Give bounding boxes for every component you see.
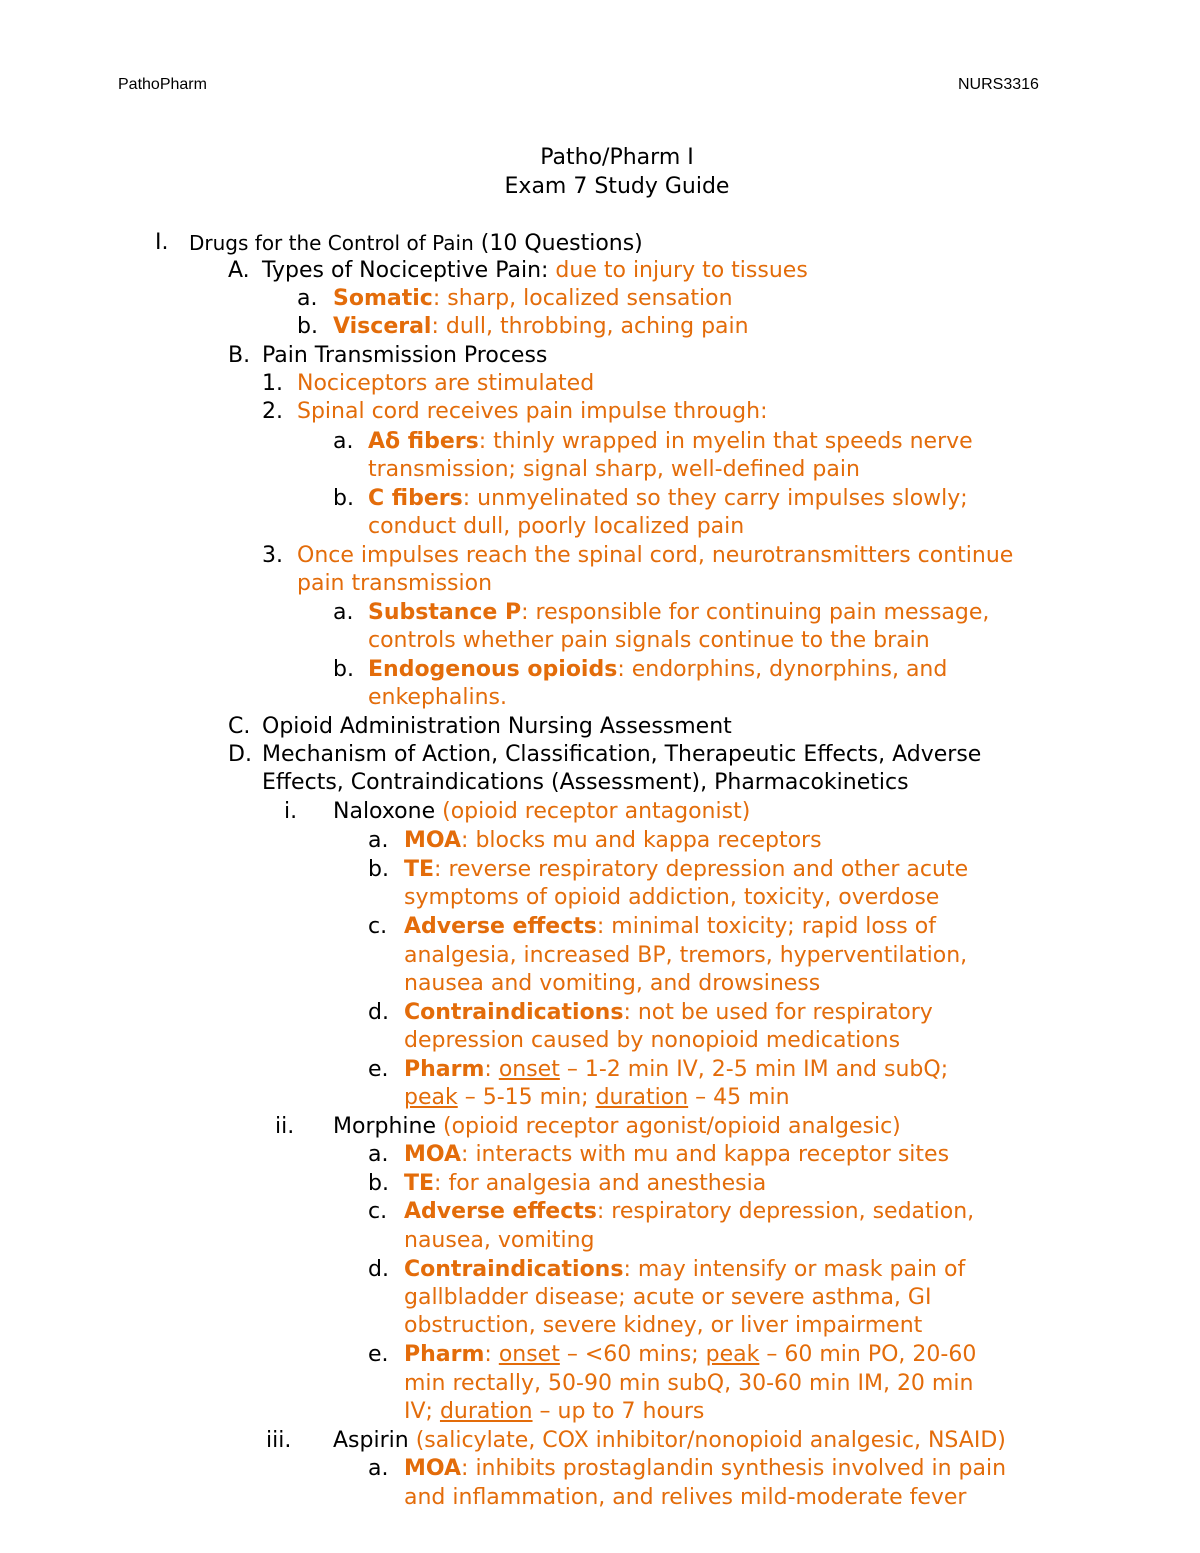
drug-i-marker: i. bbox=[284, 799, 298, 824]
morphine-name: Morphine bbox=[333, 1114, 436, 1139]
b-3-b-line1: Endogenous opioids: endorphins, dynorphins, and bbox=[368, 657, 948, 682]
mor-a-line: MOA: interacts with mu and kappa receptor sites bbox=[404, 1142, 950, 1167]
substance-p-desc: responsible for continuing pain message, bbox=[535, 600, 990, 625]
mor-b-line: TE: for analgesia and anesthesia bbox=[404, 1171, 767, 1196]
drug-iii-marker: iii. bbox=[266, 1428, 292, 1453]
cfibers-term: C fibers bbox=[368, 486, 463, 511]
asp-a-line1: MOA: inhibits prostaglandin synthesis involved in pain bbox=[404, 1456, 1007, 1481]
nal-peak-label: peak bbox=[404, 1085, 458, 1110]
b-3-b-line2: enkephalins. bbox=[368, 685, 507, 710]
mor-e-line2: min rectally, 50-90 min subQ, 30-60 min IM, 20 min bbox=[404, 1371, 974, 1396]
mor-te-text: for analgesia and anesthesia bbox=[448, 1171, 767, 1196]
b-1-text: Nociceptors are stimulated bbox=[297, 371, 595, 396]
adelta-desc: thinly wrapped in myelin that speeds nerve bbox=[493, 429, 973, 454]
aspirin-name: Aspirin bbox=[333, 1428, 409, 1453]
nal-ci-text: not be used for respiratory bbox=[637, 1000, 933, 1025]
mor-moa-term: MOA bbox=[404, 1142, 462, 1167]
somatic-desc: sharp, localized sensation bbox=[447, 286, 733, 311]
section-i-line bbox=[189, 229, 643, 258]
nal-a-marker: a. bbox=[368, 828, 389, 853]
asp-a-line2: and inflammation, and relives mild-moderate fever bbox=[404, 1485, 967, 1510]
nal-duration-val: – 45 min bbox=[695, 1085, 790, 1110]
asp-a-marker: a. bbox=[368, 1456, 389, 1481]
substance-p-term: Substance P bbox=[368, 600, 522, 625]
section-i-marker: I. bbox=[155, 230, 169, 255]
doc-title: Patho/Pharm I bbox=[540, 145, 694, 170]
mor-ae-term: Adverse effects bbox=[404, 1199, 597, 1224]
page-header-left: PathoPharm bbox=[118, 76, 207, 93]
b-2-a-line2: transmission; signal sharp, well-defined pain bbox=[368, 457, 860, 482]
b-1-marker: 1. bbox=[262, 371, 283, 396]
drug-i-line bbox=[333, 798, 750, 826]
nal-ci-term: Contraindications bbox=[404, 1000, 624, 1025]
drug-ii-line bbox=[333, 1113, 901, 1141]
section-i-count: (10 Questions) bbox=[480, 231, 643, 256]
section-b-label: Pain Transmission Process bbox=[262, 343, 548, 368]
naloxone-class: (opioid receptor antagonist) bbox=[442, 799, 751, 824]
mor-onset-val: – <60 mins; bbox=[566, 1342, 699, 1367]
mor-d-line1: Contraindications: may intensify or mask pain of bbox=[404, 1257, 966, 1282]
morphine-class: (opioid receptor agonist/opioid analgesic) bbox=[443, 1114, 901, 1139]
doc-subtitle: Exam 7 Study Guide bbox=[504, 174, 730, 199]
visceral-term: Visceral bbox=[333, 314, 432, 339]
mor-peak-label: peak bbox=[705, 1342, 760, 1367]
section-d-line2: Effects, Contraindications (Assessment), Pharmacokinetics bbox=[262, 770, 909, 795]
nal-d-line2: depression caused by nonopioid medications bbox=[404, 1028, 901, 1053]
b-2-b-line2: conduct dull, poorly localized pain bbox=[368, 514, 745, 539]
b-2-b-marker: b. bbox=[333, 486, 354, 511]
nal-pharm-term: Pharm bbox=[404, 1057, 485, 1082]
nal-a-line: MOA: blocks mu and kappa receptors bbox=[404, 828, 822, 853]
mor-e-marker: e. bbox=[368, 1342, 389, 1367]
b-3-line2: pain transmission bbox=[297, 571, 493, 596]
mor-pharm-term: Pharm bbox=[404, 1342, 485, 1367]
nal-b-line1: TE: reverse respiratory depression and other acute bbox=[404, 857, 969, 882]
section-c-text: Opioid Administration Nursing Assessment bbox=[262, 714, 732, 739]
nal-duration-label: duration bbox=[595, 1085, 689, 1110]
nal-c-line3: nausea and vomiting, and drowsiness bbox=[404, 971, 821, 996]
aspirin-class: (salicylate, COX inhibitor/nonopioid analgesic, NSAID) bbox=[415, 1428, 1006, 1453]
cfibers-desc: unmyelinated so they carry impulses slowly; bbox=[477, 486, 968, 511]
nal-c-marker: c. bbox=[368, 914, 388, 939]
section-d-line1: Mechanism of Action, Classification, Therapeutic Effects, Adverse bbox=[262, 742, 982, 767]
mor-d-line3: obstruction, severe kidney, or liver impairment bbox=[404, 1313, 923, 1338]
naloxone-name: Naloxone bbox=[333, 799, 436, 824]
b-2-text: Spinal cord receives pain impulse through: bbox=[297, 399, 768, 424]
nal-e-marker: e. bbox=[368, 1057, 389, 1082]
b-3-a-line2: controls whether pain signals continue to the brain bbox=[368, 628, 930, 653]
nal-b-line2: symptoms of opioid addiction, toxicity, overdose bbox=[404, 885, 940, 910]
somatic-term: Somatic bbox=[333, 286, 433, 311]
endogenous-desc: endorphins, dynorphins, and bbox=[631, 657, 948, 682]
nal-c-line1: Adverse effects: minimal toxicity; rapid loss of bbox=[404, 914, 936, 939]
section-a-desc: due to injury to tissues bbox=[555, 258, 808, 283]
adelta-term: Aδ fibers bbox=[368, 429, 479, 454]
b-3-line1: Once impulses reach the spinal cord, neurotransmitters continue bbox=[297, 543, 1014, 568]
section-a-line: Types of Nociceptive Pain: due to injury to tissues bbox=[262, 258, 808, 283]
mor-e-line1: Pharm: onset – <60 mins; peak – 60 min PO, 20-60 bbox=[404, 1342, 977, 1367]
nal-e-line1: Pharm: onset – 1-2 min IV, 2-5 min IM and subQ; bbox=[404, 1057, 949, 1082]
nal-te-text: reverse respiratory depression and other acute bbox=[448, 857, 969, 882]
mor-duration-label: duration bbox=[439, 1399, 533, 1424]
mor-ae-text: respiratory depression, sedation, bbox=[611, 1199, 975, 1224]
nal-ae-term: Adverse effects bbox=[404, 914, 597, 939]
b-3-marker: 3. bbox=[262, 543, 283, 568]
b-3-b-marker: b. bbox=[333, 657, 354, 682]
nal-moa-text: blocks mu and kappa receptors bbox=[475, 828, 822, 853]
mor-ci-term: Contraindications bbox=[404, 1257, 624, 1282]
nal-peak-val: – 5-15 min; bbox=[464, 1085, 589, 1110]
mor-c-line2: nausea, vomiting bbox=[404, 1228, 595, 1253]
drug-ii-marker: ii. bbox=[275, 1114, 295, 1139]
mor-iv-text: IV; bbox=[404, 1399, 433, 1424]
a-a-line: Somatic: sharp, localized sensation bbox=[333, 286, 733, 311]
section-b-marker: B. bbox=[228, 343, 251, 368]
nal-onset-val: – 1-2 min IV, 2-5 min IM and subQ; bbox=[566, 1057, 949, 1082]
section-a-label: Types of Nociceptive Pain bbox=[262, 258, 542, 283]
a-a-marker: a. bbox=[297, 286, 318, 311]
mor-d-marker: d. bbox=[368, 1257, 389, 1282]
mor-peak-val: – 60 min PO, 20-60 bbox=[766, 1342, 977, 1367]
nal-d-line1: Contraindications: not be used for respiratory bbox=[404, 1000, 933, 1025]
mor-b-marker: b. bbox=[368, 1171, 389, 1196]
b-2-marker: 2. bbox=[262, 399, 283, 424]
visceral-desc: dull, throbbing, aching pain bbox=[445, 314, 749, 339]
a-b-marker: b. bbox=[297, 314, 318, 339]
mor-c-marker: c. bbox=[368, 1199, 388, 1224]
mor-duration-val: – up to 7 hours bbox=[539, 1399, 705, 1424]
nal-te-term: TE bbox=[404, 857, 435, 882]
b-2-b-line1: C fibers: unmyelinated so they carry impulses slowly; bbox=[368, 486, 968, 511]
drug-iii-line bbox=[333, 1427, 1006, 1455]
mor-te-term: TE bbox=[404, 1171, 435, 1196]
nal-c-line2: analgesia, increased BP, tremors, hyperventilation, bbox=[404, 943, 968, 968]
mor-d-line2: gallbladder disease; acute or severe asthma, GI bbox=[404, 1285, 932, 1310]
mor-c-line1: Adverse effects: respiratory depression, sedation, bbox=[404, 1199, 975, 1224]
mor-e-line3 bbox=[404, 1398, 704, 1426]
mor-ci-text: may intensify or mask pain of bbox=[637, 1257, 966, 1282]
b-2-a-marker: a. bbox=[333, 429, 354, 454]
nal-ae-text: minimal toxicity; rapid loss of bbox=[611, 914, 936, 939]
section-c-marker: C. bbox=[228, 714, 251, 739]
nal-moa-term: MOA bbox=[404, 828, 462, 853]
nal-b-marker: b. bbox=[368, 857, 389, 882]
nal-d-marker: d. bbox=[368, 1000, 389, 1025]
b-3-a-line1: Substance P: responsible for continuing pain message, bbox=[368, 600, 990, 625]
asp-moa-term: MOA bbox=[404, 1456, 462, 1481]
nal-e-line2 bbox=[404, 1084, 790, 1112]
nal-onset-label: onset bbox=[498, 1057, 560, 1082]
b-2-a-line1: Aδ fibers: thinly wrapped in myelin that speeds nerve bbox=[368, 429, 973, 454]
a-b-line: Visceral: dull, throbbing, aching pain bbox=[333, 314, 749, 339]
page-header-right: NURS3316 bbox=[958, 76, 1039, 93]
endogenous-term: Endogenous opioids bbox=[368, 657, 618, 682]
section-i-text: Drugs for the Control of Pain bbox=[189, 231, 474, 255]
b-3-a-marker: a. bbox=[333, 600, 354, 625]
asp-moa-text: inhibits prostaglandin synthesis involved in pain bbox=[475, 1456, 1007, 1481]
section-a-marker: A. bbox=[228, 258, 250, 283]
mor-onset-label: onset bbox=[498, 1342, 560, 1367]
mor-a-marker: a. bbox=[368, 1142, 389, 1167]
mor-moa-text: interacts with mu and kappa receptor sites bbox=[475, 1142, 950, 1167]
section-d-marker: D. bbox=[228, 742, 252, 767]
